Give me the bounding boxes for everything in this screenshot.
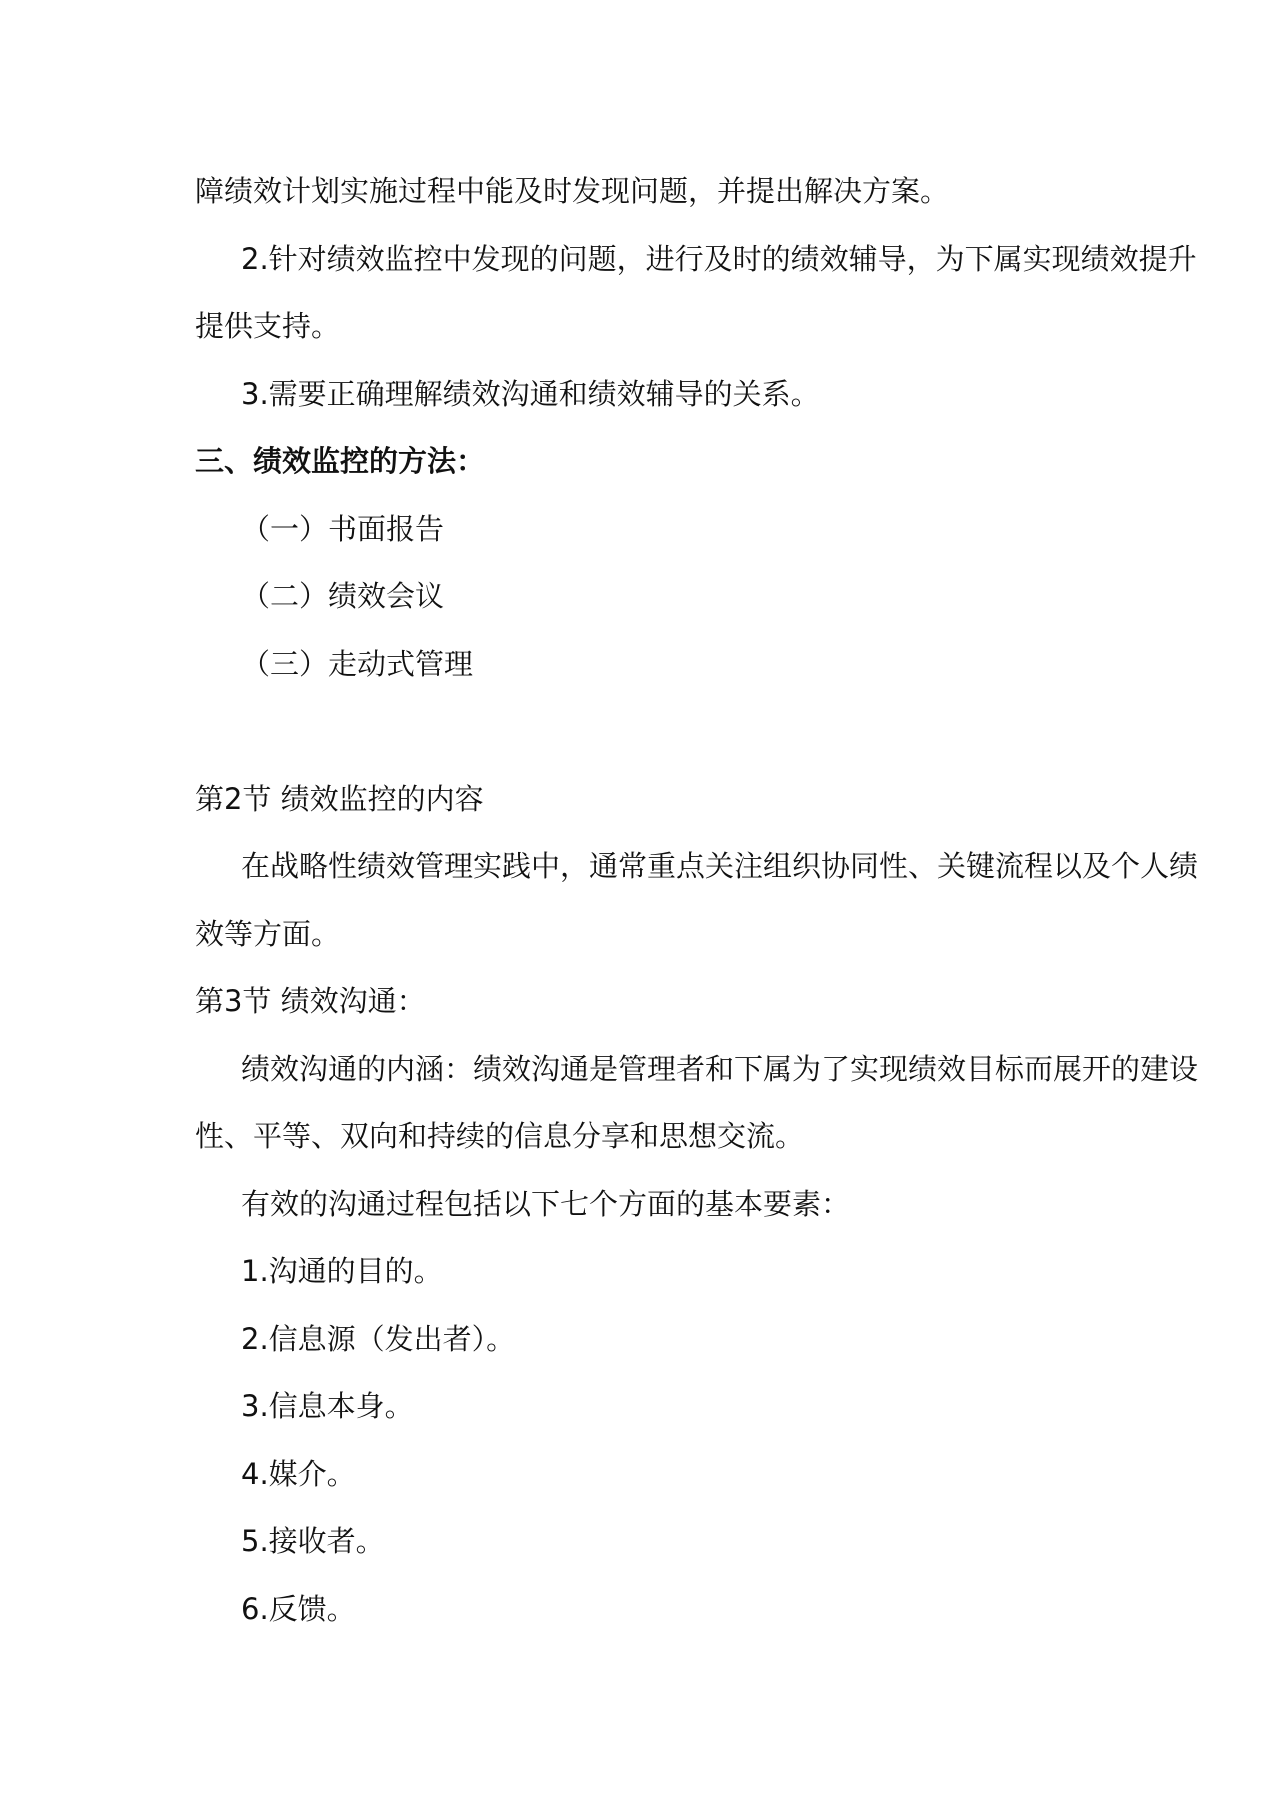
- list-item: 6.反馈。: [241, 1591, 356, 1626]
- list-item: 1.沟通的目的。: [241, 1254, 443, 1288]
- paragraph: 在战略性绩效管理实践中，通常重点关注组织协同性、关键流程以及个人绩: [241, 849, 1199, 883]
- section-heading: 第3节 绩效沟通：: [195, 984, 426, 1018]
- paragraph: 有效的沟通过程包括以下七个方面的基本要素：: [241, 1186, 851, 1221]
- list-item: （二）绩效会议: [241, 579, 445, 613]
- paragraph-continuation: 效等方面。: [195, 916, 341, 951]
- list-item: 3.信息本身。: [241, 1389, 414, 1423]
- paragraph-continuation: 提供支持。: [195, 309, 341, 343]
- section-heading: 第2节 绩效监控的内容: [195, 781, 484, 816]
- paragraph-continuation: 性、平等、双向和持续的信息分享和思想交流。: [195, 1119, 805, 1153]
- section-heading: 三、绩效监控的方法：: [195, 444, 486, 478]
- list-item: （一）书面报告: [241, 511, 445, 546]
- blank-line: [195, 698, 1095, 766]
- list-item: 3.需要正确理解绩效沟通和绩效辅导的关系。: [241, 376, 820, 411]
- list-item: 2.信息源（发出者）。: [241, 1321, 516, 1356]
- list-item: 2.针对绩效监控中发现的问题，进行及时的绩效辅导，为下属实现绩效提升: [241, 241, 1197, 276]
- list-item: 5.接收者。: [241, 1524, 385, 1558]
- paragraph-continuation: 障绩效计划实施过程中能及时发现问题，并提出解决方案。: [195, 174, 950, 208]
- document-page: [195, 158, 1199, 1643]
- paragraph: 绩效沟通的内涵：绩效沟通是管理者和下属为了实现绩效目标而展开的建设: [241, 1051, 1199, 1086]
- list-item: （三）走动式管理: [241, 646, 474, 681]
- list-item: 4.媒介。: [241, 1456, 356, 1491]
